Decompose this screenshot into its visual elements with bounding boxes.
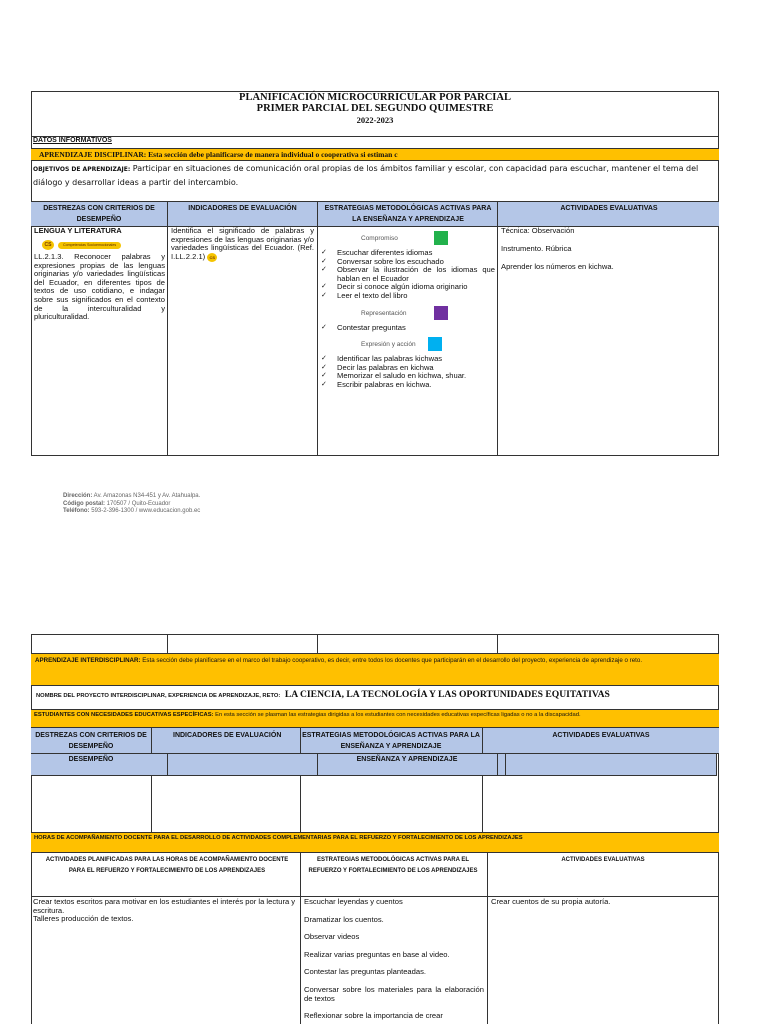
horas-header-eval: ACTIVIDADES EVALUATIVAS [561, 857, 645, 863]
actividades-cell [501, 227, 716, 272]
col-line [300, 728, 301, 754]
strategy-item: ✓ Memorizar el saludo en kichwa, shuar. [321, 372, 495, 381]
col-line [482, 776, 483, 832]
p2-header-estrategias: ESTRATEGIAS METODOLÓGICAS ACTIVAS PARA LA ENSEÑANZA Y APRENDIZAJE [302, 732, 480, 750]
nee-bar [31, 710, 719, 728]
title-line-1: PLANIFICACIÓN MICROCURRICULAR POR PARCIAL [239, 92, 511, 103]
p2-header-actividades: ACTIVIDADES EVALUATIVAS [552, 732, 650, 739]
col-line [151, 728, 152, 754]
competencias-badge [42, 240, 165, 250]
header-estrategias: ESTRATEGIAS METODOLÓGICAS ACTIVAS PARA LA ENSEÑANZA Y APRENDIZAJE [324, 205, 492, 223]
strategy-item: ✓ Decir las palabras en kichwa [321, 364, 495, 373]
actividad-instrumento: Instrumento. Rúbrica [501, 243, 572, 253]
repeat-desempeno: DESEMPEÑO [68, 756, 114, 763]
representacion-heading [321, 306, 495, 322]
interdisciplinar-label: APRENDIZAJE INTERDISCIPLINAR: [35, 657, 141, 664]
aprendizaje-disciplinar-bar [31, 148, 719, 161]
cs-icon: CS [42, 240, 54, 250]
footer-contact [63, 493, 200, 516]
horas-item: Dramatizar los cuentos. [304, 914, 384, 924]
horas-col1 [33, 898, 297, 924]
strategy-item: ✓ Conversar sobre los escuchado [321, 258, 495, 267]
horas-header-activ: ACTIVIDADES PLANIFICADAS PARA LAS HORAS DE ACOMPAÑAMIENTO DOCENTE PARA EL REFUERZO Y FORTALECIMIENTO DE LOS APRENDIZAJES [45, 857, 289, 874]
actividad-aprender: Aprender los números en kichwa. [501, 262, 614, 272]
compromiso-heading [321, 231, 495, 247]
title-line-2: PRIMER PARCIAL DEL SEGUNDO QUIMESTRE [256, 103, 494, 114]
proyecto-label: NOMBRE DEL PROYECTO INTERDISCIPLINAR, EXPERIENCIA DE APRENDIZAJE, RETO: [36, 693, 281, 699]
repeat-ensenanza: ENSEÑANZA Y APRENDIZAJE [356, 756, 458, 763]
estrategias-cell [321, 231, 495, 390]
col-line [317, 754, 318, 776]
strategy-item: ✓ Escuchar diferentes idiomas [321, 249, 495, 258]
strategy-item: ✓ Contestar preguntas [321, 324, 495, 333]
col-line [497, 754, 498, 776]
compromiso-list [321, 249, 495, 301]
footer-postal: Código postal: 170507 / Quito-Ecuador [63, 500, 171, 507]
destrezas-cell [34, 227, 165, 322]
divider [31, 136, 719, 137]
compromiso-label: Compromiso [361, 235, 398, 242]
empty-row-lines [167, 634, 168, 653]
aprendizaje-interdisciplinar-bar [31, 653, 719, 686]
horas-item: Realizar varias preguntas en base al video. [304, 949, 450, 959]
proyecto-row [31, 686, 719, 710]
empty-row-lines [497, 634, 498, 653]
horas-header-estrat: ESTRATEGIAS METODOLÓGICAS ACTIVAS PARA EL REFUERZO Y FORTALECIMIENTO DE LOS APRENDIZAJES [308, 857, 478, 874]
actividad-tecnica: Técnica: Observación [501, 226, 575, 235]
aprendizaje-disciplinar-text: APRENDIZAJE DISCIPLINAR: Esta sección debe planificarse de manera individual o cooperativa si estiman c [39, 150, 398, 159]
col-line [487, 853, 488, 1024]
horas-title: HORAS DE ACOMPAÑAMIENTO DOCENTE PARA EL DESARROLLO DE ACTIVIDADES COMPLEMENTARIAS PARA EL REFUERZO Y FORTALECIMIENTO DE LOS APRENDIZAJES [34, 835, 523, 841]
col-line [151, 776, 152, 832]
col-line [505, 754, 506, 776]
horas-item: Escuchar leyendas y cuentos [304, 897, 403, 906]
horas-item: Crear textos escritos para motivar en los estudiantes el interés por la lectura y escritura. [33, 897, 296, 915]
strategy-item: ✓ Leer el texto del libro [321, 292, 495, 301]
objetivos-label: OBJETIVOS DE APRENDIZAJE: [33, 166, 131, 173]
horas-col2 [304, 898, 484, 1021]
expresion-label: Expresión y acción [361, 341, 416, 349]
horas-item: Observar videos [304, 932, 360, 942]
horas-item: Contestar las preguntas planteadas. [304, 967, 427, 977]
header-indicadores: INDICADORES DE EVALUACIÓN [188, 205, 297, 212]
strategy-item: ✓ Identificar las palabras kichwas [321, 355, 495, 364]
header-actividades: ACTIVIDADES EVALUATIVAS [560, 205, 658, 212]
objetivos-text: Participar en situaciones de comunicación oral propias de los ámbitos familiar y escolar, con capacidad para escuchar, mantener el tema del diálogo y desarrollar ideas a partir del intercambio. [33, 164, 699, 187]
p2-header-destrezas: DESTREZAS CON CRITERIOS DE DESEMPEÑO [35, 732, 147, 750]
page1-title [31, 92, 719, 126]
title-year: 2022-2023 [356, 115, 394, 125]
objetivos-aprendizaje [33, 163, 717, 189]
interdisciplinar-text: Esta sección debe planificarse en el marco del trabajo cooperativo, es decir, entre todos los docentes que participarán en el desarrollo del proyecto, experiencia de aprendizaje o reto. [140, 657, 643, 664]
indicadores-text: Identifica el significado de palabras y expresiones de las lenguas originarias y/o variedades lingüísticas del Ecuador. (Ref. I.LL.2.2.1) [171, 226, 314, 261]
footer-telefono: Teléfono: 593-2-396-1300 / www.educacion.gob.ec [63, 508, 201, 514]
horas-acompanamiento-bar [31, 832, 719, 853]
representacion-label: Representación [361, 309, 407, 317]
horas-item: Crear cuentos de su propia autoría. [491, 897, 611, 906]
strategy-item: ✓ Observar la ilustración de los idiomas que hablan en el Ecuador [321, 266, 495, 283]
col-line [300, 776, 301, 832]
nee-text: En esta sección se plasman las estrategias dirigidas a los estudiantes con necesidades educativas específicas ligadas o no a la discapacidad. [213, 712, 581, 718]
col-line [300, 853, 301, 1024]
cs-icon: CS [207, 253, 217, 262]
representacion-color-square [434, 306, 448, 320]
strategy-item: ✓ Decir si conoce algún idioma originario [321, 283, 495, 292]
horas-item: Talleres producción de textos. [33, 914, 134, 924]
competencias-badge-text: Competencias Socioemocionales [58, 242, 121, 249]
horas-col3 [491, 898, 715, 907]
col-line [482, 728, 483, 754]
representacion-list [321, 324, 495, 333]
p2-header-indicadores: INDICADORES DE EVALUACIÓN [173, 732, 282, 739]
indicadores-cell [171, 227, 314, 262]
datos-informativos-label: DATOS INFORMATIVOS [33, 137, 112, 144]
expresion-color-square [428, 337, 442, 351]
expresion-list [321, 355, 495, 389]
compromiso-color-square [434, 231, 448, 245]
destrezas-text: LL.2.1.3. Reconocer palabras y expresiones propias de las lenguas originarias y/o variedades lingüísticas del Ecuador, en diferentes tipos de textos de uso cotidiano, e indagar sobre sus significados en el contexto de la interculturalidad y pluriculturalidad. [34, 252, 165, 322]
horas-item: Reflexionar sobre la importancia de crear [304, 1011, 443, 1021]
header-destrezas: DESTREZAS CON CRITERIOS DE DESEMPEÑO [43, 205, 155, 223]
col-line [167, 754, 168, 776]
footer-direccion: Dirección: Av. Amazonas N34-451 y Av. Atahualpa. [63, 493, 201, 499]
proyecto-name: LA CIENCIA, LA TECNOLOGÍA Y LAS OPORTUNIDADES EQUITATIVAS [284, 689, 610, 700]
strategy-item: ✓ Escribir palabras en kichwa. [321, 381, 495, 390]
col-line [317, 201, 318, 456]
empty-row-lines [317, 634, 318, 653]
destrezas-title: LENGUA Y LITERATURA [34, 226, 122, 235]
col-line [497, 201, 498, 456]
expresion-heading [321, 337, 495, 353]
nee-label: ESTUDIANTES CON NECESIDADES EDUCATIVAS ESPECÍFICAS: [34, 712, 214, 718]
horas-item: Conversar sobre los materiales para la elaboración de textos [304, 984, 484, 1003]
col-line [167, 201, 168, 456]
